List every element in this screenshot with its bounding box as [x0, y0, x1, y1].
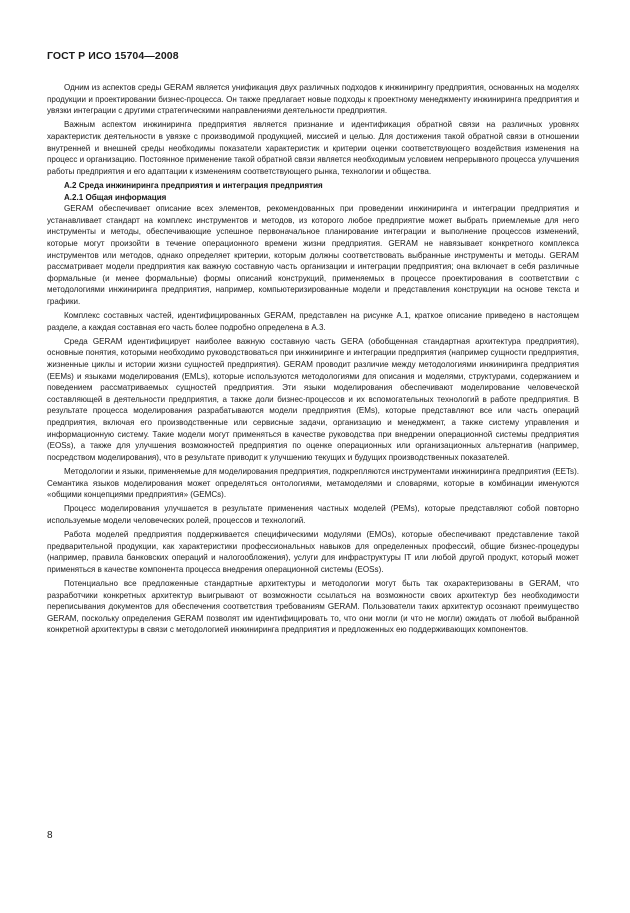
subsection-heading: А.2.1 Общая информация: [64, 192, 167, 202]
paragraph: Потенциально все предложенные стандартные архитектуры и методологии могут быть так охарактеризованы в GERAM, что разработчики конкретных архитектур выигрывают от возможности ссылаться на возможности своих архитектур без необходимости переписывания документов для обеспечения соответствия требованиям GERAM. Пользователи таких архитектур осознают преимущество GERAM, поскольку определения GERAM позволят им идентифицировать то, что они могли (и что не могли) ожидать от любой выбранной конкретной архитектуры в связи с методологией инжиниринга предприятия и предложенных ею поддерживающих компонентов.: [47, 579, 579, 635]
paragraph: Важным аспектом инжиниринга предприятия является признание и идентификация обратной связи на различных уровнях характеристик деятельности в увязке с производимой продукцией, миссией и целью. Для достижения такой обратной связи в отношении внутренней и внешней среды необходимы показатели характеристик и критерии оценки соответствующего воздействия изменения на процесс и организацию. Постоянное применение такой обратной связи является необходимым условием непрерывного процесса улучшения работы предприятия и его адаптации к изменениям соответствующего рынка, технологии и общества.: [47, 120, 579, 176]
section-heading: А.2 Среда инжиниринга предприятия и интеграция предприятия: [64, 180, 323, 190]
paragraph: Работа моделей предприятия поддерживается специфическими модулями (EMOs), которые обеспечивают представление такой предварительной продукции, как характеристики профессиональных навыков для определенных профессий, общие бизнес-процедуры (например, правила банковских операций и налогообложения), услуги для инфраструктуры IT или любой другой продукт, который может применяться в качестве компонента процесса внедрения операционной системы (EOSs).: [47, 530, 579, 574]
paragraph: Комплекс составных частей, идентифицированных GERAM, представлен на рисунке А.1, краткое описание приведено в настоящем разделе, а каждая составная его часть более подробно определена в А.3.: [47, 311, 579, 332]
paragraph: GERAM обеспечивает описание всех элементов, рекомендованных при проведении инжиниринга и интеграции предприятия и устанавливает стандарт на комплекс инструментов и методов, из которого любое предприятие может выбрать приемлемые для него инструменты и методы, обеспечивающие успешное первоначальное планирование интеграции и выполнение процессов изменений, которые могут произойти в течение операционного времени жизни предприятия. GERAM не навязывает конкретного комплекса инструментов или методов, однако определяет критерии, которым должны соответствовать выбранные инструменты и методы. GERAM рассматривает модели предприятия как важную составную часть организации и интеграции предприятия; она включает в себя различные формальные (и менее формальные) формы описаний конструкций, применяемых в процессе проектирования в соответствии с методологиями инжиниринга предприятия, например, компьютеризированные модели и представления конструкции на основе текста и графики.: [47, 204, 579, 306]
paragraph: Одним из аспектов среды GERAM является унификация двух различных подходов к инжинирингу предприятия, основанных на моделях продукции и проектировании бизнес-процесса. Он также предлагает новые подходы к проектному менеджменту инжиниринга предприятия и увязки интеграции с другими стратегическими направлениями деятельности предприятия.: [47, 83, 579, 116]
paragraph: Процесс моделирования улучшается в результате применения частных моделей (PEMs), которые представляют собой повторно используемые модели человеческих ролей, процессов и технологий.: [47, 504, 579, 525]
page-number: 8: [47, 830, 53, 841]
paragraph: Методологии и языки, применяемые для моделирования предприятия, подкрепляются инструментами инжиниринга предприятия (EETs). Семантика языков моделирования может определяться онтологиями, метамоделями и словарями, которые в комбинации именуются «общими концепциями предприятия» (GEMCs).: [47, 466, 579, 500]
document-body: [47, 82, 579, 639]
document-header: ГОСТ Р ИСО 15704—2008: [47, 50, 179, 62]
paragraph: Среда GERAM идентифицирует наиболее важную составную часть GERA (обобщенная стандартная архитектура предприятия), основные понятия, которыми необходимо руководствоваться при инжиниринге и интеграции предприятия (например сущности предприятия, жизненные циклы и истории жизни сущностей предприятия). GERAM проводит различие между методологиями инжиниринга предприятия (EEMs) и языками моделирования (EMLs), которые используются методологиями для описания и моделями, структурами, содержанием и поведением рассматриваемых сущностей предприятия. Эти языки моделирования обеспечивают моделирование человеческой составляющей в деятельности предприятия, а также доли бизнес-процессов и их вспомогательных технологий в работе предприятия. В результате процесса моделирования разрабатываются модели предприятия (EMs), которые представляют все или часть операций предприятия, включая его производственные или сервисные задачи, организацию и менеджмент, а также систему управления и информационную систему. Такие модели могут применяться в качестве руководства при внедрении операционной системы предприятия (EOSs), а также для улучшения возможностей предприятия по оценке операционных или организационных альтернатив (например, посредством моделирования), что в результате приводит к улучшению текущих и будущих производственных показателей.: [47, 336, 579, 462]
